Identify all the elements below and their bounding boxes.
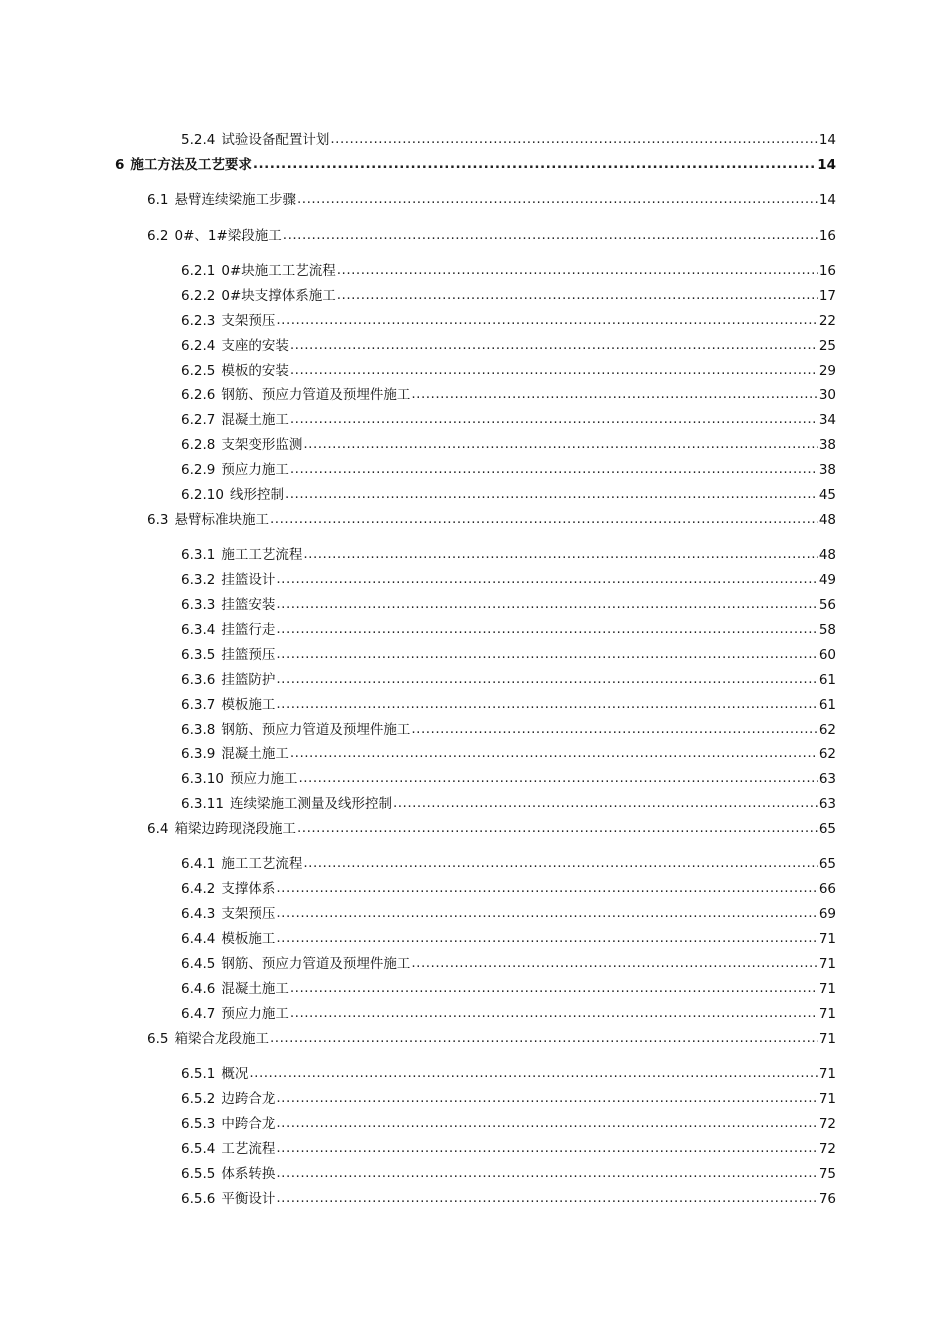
dot-leader: [276, 879, 817, 897]
toc-entry[interactable]: [181, 411, 836, 429]
toc-entry[interactable]: [181, 571, 836, 589]
dot-leader: [276, 904, 817, 922]
toc-entry-title: 混凝土施工: [221, 981, 289, 997]
toc-entry-number: 6.4.5: [181, 956, 216, 972]
dot-leader: [393, 794, 818, 812]
toc-entry-number: 6.2.8: [181, 437, 216, 453]
toc-entry-page-number: 71: [818, 1031, 836, 1047]
dot-leader: [330, 130, 817, 148]
toc-entry-page-number: 62: [818, 746, 836, 762]
toc-entry-title: 预应力施工: [221, 1006, 289, 1022]
toc-entry[interactable]: [181, 770, 836, 788]
dot-leader: [276, 645, 817, 663]
toc-entry-title: 支架变形监测: [221, 437, 303, 453]
toc-entry-page-number: 65: [818, 856, 836, 872]
toc-entry-number: 6.4.6: [181, 981, 216, 997]
toc-entry-title: 连续梁施工测量及线形控制: [229, 796, 392, 812]
dot-leader: [290, 361, 818, 379]
toc-entry-number: 6.3.9: [181, 746, 216, 762]
dot-leader: [276, 1089, 817, 1107]
toc-entry-page-number: 14: [818, 192, 836, 208]
toc-entry-number: 6.2.2: [181, 288, 216, 304]
toc-entry[interactable]: [147, 820, 836, 838]
toc-entry[interactable]: [181, 386, 836, 404]
toc-entry-page-number: 16: [818, 263, 836, 279]
toc-entry-page-number: 60: [818, 647, 836, 663]
toc-entry-number: 6.5.3: [181, 1116, 216, 1132]
toc-entry-title: 线形控制: [229, 487, 284, 503]
toc-entry[interactable]: [147, 1030, 836, 1048]
toc-entry-page-number: 71: [818, 981, 836, 997]
toc-entry-number: 6.2.4: [181, 338, 216, 354]
dot-leader: [290, 336, 818, 354]
toc-entry-number: 6.4.7: [181, 1006, 216, 1022]
toc-entry-page-number: 25: [818, 338, 836, 354]
dot-leader: [337, 286, 818, 304]
toc-entry-number: 6.4.1: [181, 856, 216, 872]
toc-entry-page-number: 48: [818, 512, 836, 528]
toc-entry-number: 6.3.10: [181, 771, 224, 787]
toc-entry[interactable]: [181, 905, 836, 923]
toc-entry[interactable]: [181, 980, 836, 998]
toc-entry-number: 6.2.9: [181, 462, 216, 478]
toc-entry[interactable]: [181, 1005, 836, 1023]
toc-entry-number: 5.2.4: [181, 132, 216, 148]
dot-leader: [290, 744, 818, 762]
toc-entry-title: 支架预压: [221, 313, 276, 329]
toc-entry-page-number: 71: [818, 1066, 836, 1082]
toc-entry[interactable]: [181, 745, 836, 763]
toc-entry-page-number: 49: [818, 572, 836, 588]
toc-entry-number: 6.1: [147, 192, 169, 208]
dot-leader: [297, 819, 818, 837]
dot-leader: [276, 595, 817, 613]
toc-entry-page-number: 69: [818, 906, 836, 922]
dot-leader: [276, 1189, 817, 1207]
toc-entry[interactable]: [181, 930, 836, 948]
toc-entry-title: 0#、1#梁段施工: [174, 228, 282, 244]
toc-entry-number: 6.3.2: [181, 572, 216, 588]
toc-entry-title: 概况: [221, 1066, 249, 1082]
toc-entry-number: 6.2.7: [181, 412, 216, 428]
toc-entry[interactable]: [147, 511, 836, 529]
toc-entry-title: 混凝土施工: [221, 412, 289, 428]
toc-entry[interactable]: [181, 1140, 836, 1158]
dot-leader: [285, 485, 818, 503]
dot-leader: [276, 1139, 817, 1157]
toc-entry[interactable]: [181, 436, 836, 454]
toc-entry[interactable]: [147, 191, 836, 209]
toc-entry-number: 6.2.3: [181, 313, 216, 329]
dot-leader: [249, 1064, 817, 1082]
toc-entry-number: 6.5.1: [181, 1066, 216, 1082]
toc-entry[interactable]: [181, 1065, 836, 1083]
toc-entry-number: 6.3.6: [181, 672, 216, 688]
toc-entry[interactable]: [181, 671, 836, 689]
toc-entry-page-number: 38: [818, 462, 836, 478]
toc-entry-title: 箱梁边跨现浇段施工: [174, 821, 296, 837]
toc-entry-number: 6.4: [147, 821, 169, 837]
toc-entry[interactable]: [181, 461, 836, 479]
toc-entry-title: 挂篮防护: [221, 672, 276, 688]
toc-entry[interactable]: [181, 621, 836, 639]
toc-entry-title: 0#块支撑体系施工: [221, 288, 336, 304]
toc-entry-number: 6.3.11: [181, 796, 224, 812]
toc-entry[interactable]: [181, 486, 836, 504]
toc-entry-title: 预应力施工: [221, 462, 289, 478]
toc-entry[interactable]: [181, 1115, 836, 1133]
toc-entry-number: 6.5.2: [181, 1091, 216, 1107]
toc-entry[interactable]: [181, 721, 836, 739]
toc-entry-title: 挂篮安装: [221, 597, 276, 613]
toc-entry-number: 6.2.1: [181, 263, 216, 279]
toc-entry-page-number: 71: [818, 956, 836, 972]
toc-entry-number: 6.5: [147, 1031, 169, 1047]
toc-entry-number: 6: [115, 157, 125, 173]
toc-entry-title: 支座的安装: [221, 338, 289, 354]
dot-leader: [253, 155, 816, 173]
toc-entry-page-number: 30: [818, 387, 836, 403]
toc-entry-title: 模板的安装: [221, 363, 289, 379]
dot-leader: [411, 720, 817, 738]
toc-entry-number: 6.2.10: [181, 487, 224, 503]
toc-entry-page-number: 71: [818, 1091, 836, 1107]
toc-entry-number: 6.3.3: [181, 597, 216, 613]
dot-leader: [337, 261, 818, 279]
dot-leader: [270, 1029, 818, 1047]
toc-entry[interactable]: [181, 1090, 836, 1108]
toc-entry-title: 混凝土施工: [221, 746, 289, 762]
toc-entry[interactable]: [181, 646, 836, 664]
toc-entry[interactable]: [181, 1165, 836, 1183]
toc-entry[interactable]: [181, 262, 836, 280]
toc-entry-page-number: 76: [818, 1191, 836, 1207]
dot-leader: [276, 670, 817, 688]
toc-entry-page-number: 14: [818, 132, 836, 148]
toc-entry-number: 6.4.3: [181, 906, 216, 922]
toc-entry-number: 6.3.8: [181, 722, 216, 738]
toc-entry[interactable]: [181, 955, 836, 973]
toc-entry[interactable]: [181, 131, 836, 149]
toc-entry-title: 模板施工: [221, 697, 276, 713]
toc-entry-title: 边跨合龙: [221, 1091, 276, 1107]
dot-leader: [297, 190, 818, 208]
dot-leader: [276, 1164, 817, 1182]
toc-entry-number: 6.3.1: [181, 547, 216, 563]
toc-entry-page-number: 72: [818, 1141, 836, 1157]
toc-entry-number: 6.2: [147, 228, 169, 244]
dot-leader: [303, 435, 817, 453]
toc-entry-title: 箱梁合龙段施工: [174, 1031, 269, 1047]
toc-entry[interactable]: [181, 337, 836, 355]
toc-entry[interactable]: [181, 546, 836, 564]
toc-entry-page-number: 61: [818, 697, 836, 713]
dot-leader: [283, 226, 818, 244]
toc-entry-page-number: 75: [818, 1166, 836, 1182]
toc-entry[interactable]: [181, 696, 836, 714]
toc-entry-title: 钢筋、预应力管道及预埋件施工: [221, 722, 411, 738]
dot-leader: [290, 410, 818, 428]
toc-entry-title: 模板施工: [221, 931, 276, 947]
dot-leader: [290, 1004, 818, 1022]
toc-entry-page-number: 38: [818, 437, 836, 453]
toc-entry-page-number: 29: [818, 363, 836, 379]
toc-entry-title: 悬臂连续梁施工步骤: [174, 192, 296, 208]
toc-entry[interactable]: [147, 227, 836, 245]
toc-entry-page-number: 17: [818, 288, 836, 304]
toc-entry-title: 支撑体系: [221, 881, 276, 897]
toc-entry-title: 施工方法及工艺要求: [130, 157, 252, 173]
dot-leader: [303, 545, 817, 563]
toc-entry-page-number: 48: [818, 547, 836, 563]
toc-entry-page-number: 61: [818, 672, 836, 688]
toc-entry-title: 悬臂标准块施工: [174, 512, 269, 528]
toc-entry[interactable]: [181, 312, 836, 330]
dot-leader: [276, 695, 817, 713]
dot-leader: [276, 620, 817, 638]
dot-leader: [276, 311, 817, 329]
dot-leader: [411, 954, 817, 972]
toc-entry[interactable]: [181, 596, 836, 614]
dot-leader: [298, 769, 817, 787]
toc-entry-title: 预应力施工: [229, 771, 298, 787]
toc-entry-title: 中跨合龙: [221, 1116, 276, 1132]
toc-entry[interactable]: [181, 287, 836, 305]
toc-entry[interactable]: [181, 795, 836, 813]
toc-entry-title: 0#块施工工艺流程: [221, 263, 336, 279]
toc-entry[interactable]: [181, 1190, 836, 1208]
toc-entry-number: 6.5.4: [181, 1141, 216, 1157]
toc-entry-page-number: 45: [818, 487, 836, 503]
toc-entry-page-number: 65: [818, 821, 836, 837]
toc-entry-title: 工艺流程: [221, 1141, 276, 1157]
toc-entry-number: 6.3.5: [181, 647, 216, 663]
dot-leader: [276, 929, 817, 947]
toc-entry-page-number: 72: [818, 1116, 836, 1132]
dot-leader: [270, 510, 818, 528]
toc-entry-page-number: 63: [818, 796, 836, 812]
toc-entry-number: 6.5.5: [181, 1166, 216, 1182]
toc-entry-page-number: 71: [818, 1006, 836, 1022]
toc-entry-page-number: 34: [818, 412, 836, 428]
toc-entry-page-number: 14: [817, 157, 836, 173]
toc-entry-page-number: 62: [818, 722, 836, 738]
toc-entry[interactable]: [115, 156, 836, 174]
toc-entry-page-number: 16: [818, 228, 836, 244]
dot-leader: [303, 854, 817, 872]
dot-leader: [276, 1114, 817, 1132]
toc-entry[interactable]: [181, 855, 836, 873]
toc-entry-number: 6.3: [147, 512, 169, 528]
dot-leader: [290, 460, 818, 478]
toc-entry-number: 6.2.6: [181, 387, 216, 403]
dot-leader: [276, 570, 817, 588]
toc-entry-page-number: 63: [818, 771, 836, 787]
toc-entry-title: 施工工艺流程: [221, 547, 303, 563]
toc-entry-page-number: 66: [818, 881, 836, 897]
toc-entry-title: 支架预压: [221, 906, 276, 922]
toc-entry-title: 平衡设计: [221, 1191, 276, 1207]
dot-leader: [411, 385, 817, 403]
toc-entry[interactable]: [181, 880, 836, 898]
toc-entry-title: 钢筋、预应力管道及预埋件施工: [221, 387, 411, 403]
toc-entry-page-number: 71: [818, 931, 836, 947]
toc-entry-title: 体系转换: [221, 1166, 276, 1182]
toc-entry-page-number: 56: [818, 597, 836, 613]
toc-entry-number: 6.3.4: [181, 622, 216, 638]
dot-leader: [290, 979, 818, 997]
toc-entry-title: 试验设备配置计划: [221, 132, 330, 148]
toc-entry-page-number: 58: [818, 622, 836, 638]
toc-entry-title: 挂篮预压: [221, 647, 276, 663]
toc-entry-title: 挂篮行走: [221, 622, 276, 638]
toc-entry-number: 6.2.5: [181, 363, 216, 379]
toc-entry-page-number: 22: [818, 313, 836, 329]
toc-entry-number: 6.4.2: [181, 881, 216, 897]
toc-entry-title: 施工工艺流程: [221, 856, 303, 872]
toc-entry-number: 6.4.4: [181, 931, 216, 947]
toc-entry-title: 挂篮设计: [221, 572, 276, 588]
toc-entry-number: 6.3.7: [181, 697, 216, 713]
toc-entry-title: 钢筋、预应力管道及预埋件施工: [221, 956, 411, 972]
toc-entry[interactable]: [181, 362, 836, 380]
toc-entry-number: 6.5.6: [181, 1191, 216, 1207]
